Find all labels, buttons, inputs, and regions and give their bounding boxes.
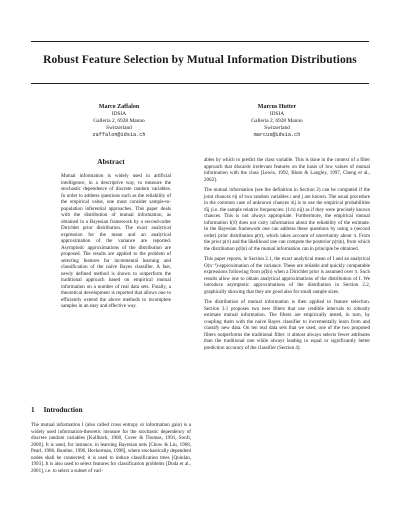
section-title: Introduction — [43, 406, 83, 414]
title-bottom-rule — [31, 83, 369, 84]
author-block-2 — [222, 104, 332, 139]
abstract-heading: Abstract — [97, 157, 125, 166]
author-country: Switzerland — [106, 125, 132, 131]
intro-body — [31, 422, 191, 474]
section-number: 1 — [31, 406, 35, 414]
author-email: marcus@idsia.ch — [253, 132, 301, 138]
body-paragraph: This paper reports, in Section 2.1, the exact analytical mean of I and an analytical O(n⁻³)-approximation of the variance. These are reliable and quickly computable expressions following from p(I|n) when a Dirichlet prior is assumed over π. Such results allow one to obtain analytical approximations of the distribution of I. We introduce asymptotic approximations of the distribution in Section 2.2, graphically showing that they are good also for small sample sizes. — [204, 256, 370, 295]
section-heading — [31, 406, 83, 414]
title-top-rule — [31, 41, 369, 42]
body-paragraph: The distribution of mutual information is then applied to feature selection. Section 3.1 proposes two new filters that use credible intervals to robustly estimate mutual information. The filters are empirically tested, in turn, by coupling them with the naive Bayes classifier to incrementally learn from and classify new data. On ten real data sets that we used, one of the two proposed filters outperforms the traditional filter: it almost always selects fewer attributes than the traditional one while always leading to equal or significantly better prediction accuracy of the classifier (Section 4). — [204, 299, 370, 351]
body-paragraph: The mutual information (see the definition in Section 2) can be computed if the joint chances πij of two random variables ı and j are known. The usual procedure in the common case of unknown chances πij is to use the empirical probabilities π̂ij (i.e. the sample relative frequencies: (1/n) nij) as if they were precisely known chances. This is not always appropriate. Furthermore, the empirical mutual information I(π̂) does not carry information about the reliability of the estimate. In the Bayesian framework one can address these questions by using a (second order) prior distribution p(π), which takes account of uncertainty about π. From the prior p(π) and the likelihood one can compute the posterior p(π|n), from which the distribution p(I|n) of the mutual information can in principle be obtained. — [204, 187, 370, 252]
abstract-paragraph: Mutual information is widely used in artificial intelligence, in a descriptive way, to measure the stochastic dependence of discrete random variables. In order to address questions such as the reliability of the empirical value, one must consider sample-to-population inferential approaches. This paper deals with the distribution of mutual information, as obtained in a Bayesian framework by a second-order Dirichlet prior distribution. The exact analytical expression for the mean and an analytical approximation of the variance are reported. Asymptotic approximations of the distribution are proposed. The results are applied to the problem of selecting features for incremental learning and classification of the naive Bayes classifier. A fast, newly defined method is shown to outperform the traditional approach based on empirical mutual information on a number of real data sets. Finally, a theoretical development is reported that allows one to efficiently extend the above methods to incomplete samples in an easy and effective way. — [61, 173, 171, 309]
right-column — [204, 157, 370, 355]
author-address: Galleria 2, 6928 Manno — [251, 118, 303, 124]
author-block-1 — [64, 104, 174, 139]
author-affiliation: IDSIA — [111, 111, 127, 117]
body-paragraph: ables by which to predict the class variable. This is done in the context of a filter approach that discards irrelevant features on the basis of low values of mutual information with the class [Lewis, 1992, Blum & Langley, 1997, Cheng et al., 2002]. — [204, 157, 370, 183]
author-name: Marcus Hutter — [257, 104, 297, 110]
author-affiliation: IDSIA — [269, 111, 285, 117]
paper-title: Robust Feature Selection by Mutual Information Distributions — [43, 54, 357, 66]
author-country: Switzerland — [264, 125, 290, 131]
intro-paragraph: The mutual information I (also called cross entropy or information gain) is a widely used information-theoretic measure for the stochastic dependency of discrete random variables [Kullback, 1968, Cover & Thomas, 1991, Soofi, 2000]. It is used, for instance, in learning Bayesian nets [Chow & Liu, 1968, Pearl, 1988, Buntine, 1996, Heckerman, 1998], where stochastically dependent nodes shall be connected; it is used to induce classification trees [Quinlan, 1993]. It is also used to select features for classification problems [Duda et al., 2001], i.e. to select a subset of vari- — [31, 422, 191, 474]
abstract-body — [61, 173, 171, 310]
author-address: Galleria 2, 6928 Manno — [93, 118, 145, 124]
author-name: Marco Zaffalon — [98, 104, 140, 110]
author-email: zaffalon@idsia.ch — [92, 132, 146, 138]
